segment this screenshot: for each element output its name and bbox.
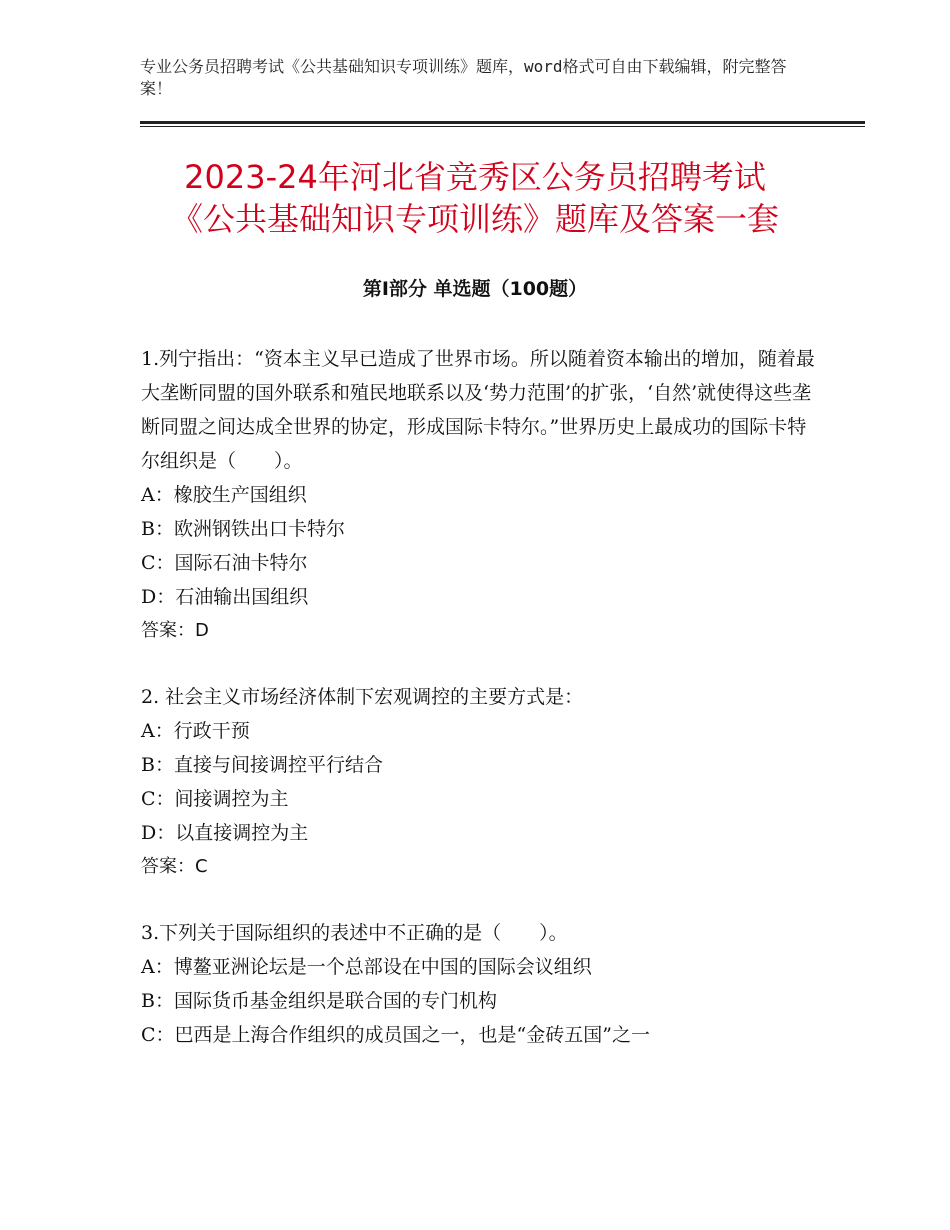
option-c: C：国际石油卡特尔 [141, 552, 308, 574]
document-title [100, 156, 850, 240]
question-1 [141, 342, 821, 648]
option-b: B：国际货币基金组织是联合国的专门机构 [141, 990, 497, 1012]
option-b: B：直接与间接调控平行结合 [141, 754, 383, 776]
option-a: A：行政干预 [141, 720, 250, 742]
answer-line: 答案：C [141, 856, 208, 877]
question-stem: 2. 社会主义市场经济体制下宏观调控的主要方式是： [141, 686, 584, 708]
header-divider-thick [140, 121, 865, 124]
question-3 [141, 916, 821, 1052]
title-line-2: 《公共基础知识专项训练》题库及答案一套 [170, 200, 779, 238]
question-stem: 3.下列关于国际组织的表述中不正确的是（ ）。 [141, 922, 568, 944]
answer-line: 答案：D [141, 620, 209, 641]
title-line-1: 2023-24年河北省竞秀区公务员招聘考试 [184, 158, 766, 196]
option-c: C：间接调控为主 [141, 788, 289, 810]
option-d: D：以直接调控为主 [141, 822, 309, 844]
option-b: B：欧洲钢铁出口卡特尔 [141, 518, 345, 540]
question-stem: 1.列宁指出：“资本主义早已造成了世界市场。所以随着资本输出的增加，随着最大垄断同盟的国外联系和殖民地联系以及‘势力范围’的扩张，‘自然’就使得这些垄断同盟之间达成全世界的协定，形成国际卡特尔。”世界历史上最成功的国际卡特尔组织是（ ）。 [141, 348, 815, 472]
header-divider-thin [140, 126, 865, 127]
option-d: D：石油输出国组织 [141, 586, 309, 608]
option-a: A：橡胶生产国组织 [141, 484, 307, 506]
question-2 [141, 680, 821, 884]
header-note: 专业公务员招聘考试《公共基础知识专项训练》题库，word格式可自由下载编辑，附完整答案！ [140, 57, 787, 98]
section-heading: 第Ⅰ部分 单选题（100题） [362, 278, 588, 300]
option-a: A：博鳌亚洲论坛是一个总部设在中国的国际会议组织 [141, 956, 592, 978]
option-c: C：巴西是上海合作组织的成员国之一，也是“金砖五国”之一 [141, 1024, 650, 1046]
question-list [141, 342, 821, 1084]
